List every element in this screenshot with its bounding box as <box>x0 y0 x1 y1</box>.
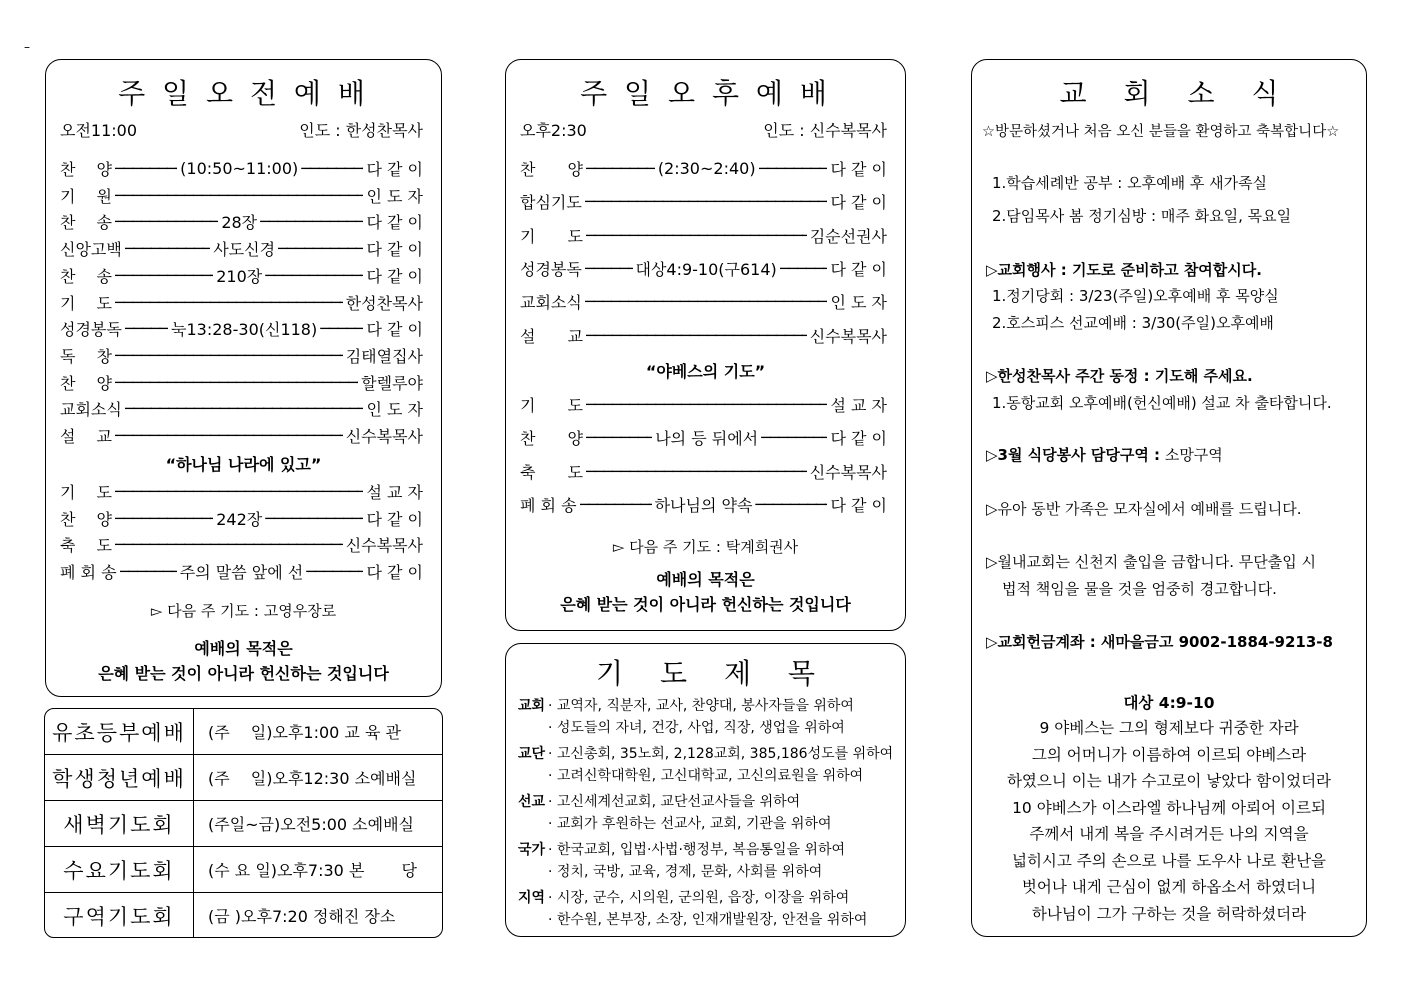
dash-leader <box>306 562 363 581</box>
schedule-time: (주일~금)오전5:00 소예배실 <box>208 815 415 834</box>
order-person: 신수복목사 <box>809 462 887 482</box>
schedule-row <box>45 800 442 846</box>
schedule-row <box>45 892 442 938</box>
prayer-category: 국가 <box>518 842 546 858</box>
order-person: 신수복목사 <box>345 427 423 446</box>
order-person: 다 같 이 <box>366 562 423 582</box>
order-detail: 나의 등 뒤에서 <box>655 429 759 449</box>
news-item: 2.호스피스 선교예배 : 3/30(주일)오후예배 <box>992 314 1274 332</box>
service-schedule-table <box>44 708 443 938</box>
order-row <box>60 533 423 556</box>
dash-leader <box>586 395 828 414</box>
order-row <box>520 224 887 247</box>
dash-leader <box>125 319 168 338</box>
dash-leader <box>125 239 210 258</box>
order-row <box>60 344 423 367</box>
verse-reference: 대상 4:9-10 <box>1123 694 1215 712</box>
order-label: 축 도 <box>60 536 112 555</box>
order-detail: 사도신경 <box>213 240 276 260</box>
prayer-row <box>518 861 895 883</box>
schedule-time: (금 )오후7:20 정해진 장소 <box>208 907 396 926</box>
dash-leader <box>780 259 828 278</box>
prayer-row <box>518 791 895 813</box>
afternoon-next-prayer: ▻ 다음 주 기도 : 탁계희권사 <box>612 538 799 556</box>
prayer-text: · 고신세계선교회, 교단선교사들을 위하여 <box>548 794 801 810</box>
order-label: 폐 회 송 <box>60 562 117 582</box>
verse-text <box>972 715 1366 927</box>
order-person: 다 같 이 <box>366 266 423 286</box>
order-label: 찬 양 <box>60 160 112 179</box>
dash-leader <box>278 239 363 258</box>
order-label: 교회소식 <box>60 400 122 420</box>
order-detail: (10:50~11:00) <box>180 159 299 178</box>
dash-leader <box>115 535 343 554</box>
order-row <box>60 317 423 340</box>
order-label: 성경봉독 <box>520 259 582 279</box>
verse-line: 하였으니 이는 내가 수고로이 낳았다 함이었더라 <box>1006 772 1332 790</box>
dash-leader <box>761 428 827 447</box>
order-label: 찬 양 <box>60 509 112 529</box>
order-row <box>60 157 423 180</box>
dash-leader <box>586 428 652 447</box>
order-person: 설 교 자 <box>830 396 887 415</box>
order-person: 다 같 이 <box>830 259 887 279</box>
order-row <box>60 210 423 233</box>
order-row <box>520 493 887 516</box>
church-news-title: 교 회 소 식 <box>1059 77 1279 110</box>
order-person: 다 같 이 <box>366 240 423 260</box>
dash-leader <box>265 266 363 285</box>
news-heading: ▷한성찬목사 주간 동정 : 기도해 주세요. <box>986 367 1253 385</box>
dash-leader <box>585 259 633 278</box>
dash-leader <box>115 426 343 445</box>
order-row <box>520 324 887 347</box>
prayer-category: 지역 <box>518 890 546 906</box>
news-item: 2.담임목사 봄 정기심방 : 매주 화요일, 목요일 <box>992 207 1292 225</box>
order-row <box>520 290 887 313</box>
prayer-row <box>518 765 895 787</box>
dash-leader <box>260 212 363 231</box>
order-detail: 210장 <box>216 266 263 286</box>
news-item: 1.정기당회 : 3/23(주일)오후예배 후 목양실 <box>992 287 1279 305</box>
order-detail: 눅13:28-30(신118) <box>171 320 318 340</box>
order-row <box>60 237 423 260</box>
prayer-row <box>518 839 895 861</box>
order-label: 폐 회 송 <box>520 495 577 515</box>
order-row <box>520 190 887 213</box>
order-person: 한성찬목사 <box>345 293 423 313</box>
dash-leader <box>115 346 343 365</box>
news-item: 법적 책임을 물을 것을 엄중히 경고합니다. <box>1002 580 1277 598</box>
schedule-row <box>45 709 442 754</box>
verse-line: 10 야베스가 이스라엘 하나님께 아뢰어 이르되 <box>1012 798 1326 817</box>
prayer-row <box>518 717 895 739</box>
verse-line: 9 야베스는 그의 형제보다 귀중한 자라 <box>1039 719 1299 737</box>
dash-leader <box>115 159 177 178</box>
order-person: 신수복목사 <box>345 536 423 555</box>
order-detail: (2:30~2:40) <box>657 159 756 178</box>
schedule-name: 유초등부예배 <box>45 709 194 754</box>
dash-leader <box>585 192 828 211</box>
dash-leader <box>580 495 652 514</box>
afternoon-service-title: 주 일 오 후 예 배 <box>580 77 831 110</box>
order-row <box>520 257 887 280</box>
order-person: 설 교 자 <box>366 483 423 502</box>
order-person: 인 도 자 <box>366 400 423 420</box>
dash-leader <box>115 509 213 528</box>
order-row <box>520 426 887 449</box>
dash-leader <box>586 159 655 178</box>
order-label: 찬 양 <box>520 160 583 179</box>
news-item: 소망구역 <box>1160 446 1223 464</box>
order-person: 할렐루야 <box>361 373 423 393</box>
purpose-line-2: 은혜 받는 것이 아니라 헌신하는 것입니다 <box>560 595 851 614</box>
afternoon-purpose <box>506 567 905 617</box>
order-label: 기 원 <box>60 186 112 206</box>
morning-purpose <box>46 636 441 686</box>
prayer-category: 선교 <box>518 794 546 810</box>
prayer-text: · 고려신학대학원, 고신대학교, 고신의료원을 위하여 <box>548 768 864 784</box>
dash-leader <box>115 266 213 285</box>
purpose-line-2: 은혜 받는 것이 아니라 헌신하는 것입니다 <box>98 664 389 683</box>
morning-leader: 인도 : 한성찬목사 <box>299 121 423 140</box>
morning-time: 오전11:00 <box>60 121 138 140</box>
dash-leader <box>586 462 807 481</box>
order-label: 성경봉독 <box>60 320 122 340</box>
schedule-name: 수요기도회 <box>45 847 194 892</box>
order-person: 인 도 자 <box>830 293 887 313</box>
prayer-topics-title: 기 도 제 목 <box>596 657 815 690</box>
dash-leader <box>115 212 218 231</box>
schedule-name: 새벽기도회 <box>45 801 194 846</box>
order-person: 다 같 이 <box>830 429 887 449</box>
news-heading: ▷교회헌금계좌 : 새마을금고 9002-1884-9213-8 <box>986 633 1333 651</box>
prayer-text: · 성도들의 자녀, 건강, 사업, 직장, 생업을 위하여 <box>548 720 845 736</box>
prayer-category: 교회 <box>518 698 546 714</box>
order-label: 축 도 <box>520 462 583 482</box>
prayer-text: · 정치, 국방, 교육, 경제, 문화, 사회를 위하여 <box>548 864 823 880</box>
order-row <box>60 424 423 447</box>
prayer-row <box>518 743 895 765</box>
news-item: ▷유아 동반 가족은 모자실에서 예배를 드립니다. <box>986 500 1302 518</box>
dash-leader <box>125 399 364 418</box>
order-label: 찬 양 <box>520 429 583 449</box>
news-item: 1.동항교회 오후예배(헌신예배) 설교 차 출타합니다. <box>992 394 1332 412</box>
dash-leader <box>301 159 363 178</box>
prayer-text: · 고신총회, 35노회, 2,128교회, 385,186성도를 위하여 <box>548 746 894 762</box>
prayer-text: · 한국교회, 입법·사법·행정부, 복음통일을 위하여 <box>548 842 846 858</box>
order-row <box>60 560 423 583</box>
news-item: ▷월내교회는 신천지 출입을 금합니다. 무단출입 시 <box>986 553 1316 571</box>
order-person: 김순선권사 <box>809 226 887 246</box>
order-row <box>520 393 887 416</box>
dash-leader <box>585 292 828 311</box>
order-row <box>520 460 887 483</box>
schedule-name: 학생청년예배 <box>45 755 194 800</box>
dash-leader <box>120 562 177 581</box>
purpose-line-1: 예배의 목적은 <box>194 639 293 658</box>
schedule-time: (수 요 일)오후7:30 본 당 <box>208 861 417 880</box>
dash-leader <box>586 326 807 345</box>
order-label: 교회소식 <box>520 293 582 313</box>
order-detail: 하나님의 약속 <box>654 495 753 515</box>
verse-line: 하나님이 그가 구하는 것을 허락하셨더라 <box>1031 904 1307 923</box>
afternoon-service-panel <box>505 59 906 631</box>
afternoon-time: 오후2:30 <box>520 121 587 140</box>
prayer-row <box>518 813 895 835</box>
news-heading: ▷교회행사 : 기도로 준비하고 참여합시다. <box>986 261 1262 279</box>
order-row <box>60 184 423 207</box>
prayer-category: 교단 <box>518 746 546 762</box>
schedule-time: (주 일)오후1:00 교 육 관 <box>208 723 401 742</box>
order-label: 찬 송 <box>60 213 112 233</box>
dash-leader <box>115 293 343 312</box>
order-row <box>60 507 423 530</box>
order-person: 다 같 이 <box>366 160 423 179</box>
order-label: 찬 양 <box>60 373 112 393</box>
order-label: 독 창 <box>60 346 112 366</box>
order-person: 신수복목사 <box>809 326 887 346</box>
verse-line: 그의 어머니가 이름하여 이르되 야베스라 <box>1031 745 1307 764</box>
order-row <box>60 480 423 503</box>
afternoon-leader: 인도 : 신수복목사 <box>763 121 887 140</box>
order-person: 인 도 자 <box>366 186 423 206</box>
dash-leader <box>586 226 807 245</box>
welcome-text: ☆방문하셨거나 처음 오신 분들을 환영하고 축복합니다☆ <box>982 124 1340 140</box>
order-person: 김태열집사 <box>345 346 423 366</box>
dash-leader <box>759 159 828 178</box>
church-news-panel <box>971 59 1367 937</box>
prayer-row <box>518 909 895 931</box>
schedule-row <box>45 754 442 800</box>
order-person: 다 같 이 <box>366 320 423 340</box>
prayer-topics-panel <box>505 643 906 937</box>
order-person: 다 같 이 <box>830 495 887 515</box>
dash-leader <box>115 482 363 501</box>
prayer-row <box>518 887 895 909</box>
dash-leader <box>755 495 827 514</box>
prayer-row <box>518 695 895 717</box>
order-detail: 주의 말씀 앞에 선 <box>179 562 304 582</box>
order-row <box>60 371 423 394</box>
morning-next-prayer: ▻ 다음 주 기도 : 고영우장로 <box>150 602 337 620</box>
schedule-time: (주 일)오후12:30 소예배실 <box>208 769 417 788</box>
corner-mark: – <box>24 40 30 54</box>
prayer-text: · 교회가 후원하는 선교사, 교회, 기관을 위하여 <box>548 816 832 832</box>
order-person: 다 같 이 <box>366 213 423 233</box>
order-label: 기 도 <box>520 396 583 415</box>
order-label: 기 도 <box>60 293 112 313</box>
order-detail: 242장 <box>216 509 263 529</box>
order-person: 다 같 이 <box>830 193 887 213</box>
news-item: 1.학습세례반 공부 : 오후예배 후 새가족실 <box>992 174 1268 192</box>
verse-line: 주께서 내게 복을 주시려거든 나의 지역을 <box>1029 825 1309 843</box>
prayer-text: · 한수원, 본부장, 소장, 인재개발원장, 안전을 위하여 <box>548 912 868 928</box>
verse-line: 넓히시고 주의 손으로 나를 도우사 나로 환난을 <box>1011 851 1327 870</box>
order-row <box>520 157 887 180</box>
dash-leader <box>320 319 363 338</box>
order-label: 합심기도 <box>520 193 582 213</box>
schedule-name: 구역기도회 <box>45 893 194 938</box>
prayer-text: · 교역자, 직분자, 교사, 찬양대, 봉사자들을 위하여 <box>548 698 854 714</box>
order-person: 다 같 이 <box>830 160 887 179</box>
dash-leader <box>265 509 363 528</box>
order-label: 기 도 <box>60 483 112 502</box>
prayer-text: · 시장, 군수, 시의원, 군의원, 읍장, 이장을 위하여 <box>548 890 850 906</box>
morning-service-panel <box>45 59 442 697</box>
morning-service-title: 주 일 오 전 예 배 <box>118 77 369 110</box>
verse-line: 벗어나 내게 근심이 없게 하옵소서 하였더니 <box>1021 878 1317 896</box>
order-label: 설 교 <box>520 326 583 346</box>
order-row <box>60 264 423 287</box>
order-person: 다 같 이 <box>366 509 423 529</box>
schedule-row <box>45 846 442 892</box>
order-row <box>60 397 423 420</box>
news-heading: ▷3월 식당봉사 담당구역 : <box>986 446 1161 464</box>
afternoon-sermon-title: “야베스의 기도” <box>645 362 766 381</box>
order-label: 설 교 <box>60 427 112 446</box>
order-label: 찬 송 <box>60 266 112 286</box>
purpose-line-1: 예배의 목적은 <box>656 570 755 589</box>
order-detail: 대상4:9-10(구614) <box>635 259 777 279</box>
dash-leader <box>115 186 363 205</box>
order-detail: 28장 <box>221 213 258 233</box>
dash-leader <box>115 373 358 392</box>
morning-sermon-title: “하나님 나라에 있고” <box>165 455 322 474</box>
order-label: 신앙고백 <box>60 240 122 260</box>
order-row <box>60 291 423 314</box>
order-label: 기 도 <box>520 226 583 246</box>
